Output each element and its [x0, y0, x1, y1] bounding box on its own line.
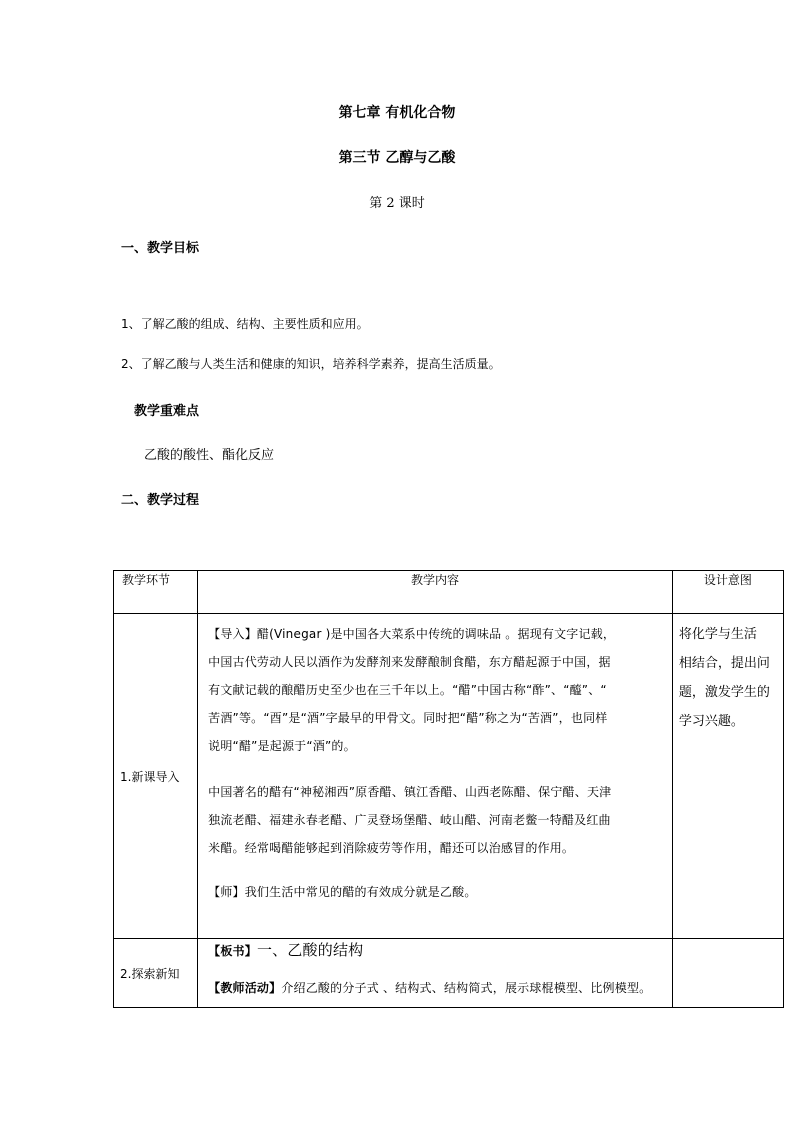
intro-line: 说明“醋”是起源于“酒”的。: [208, 739, 356, 753]
key-points-text: 乙酸的酸性、酯化反应: [144, 448, 275, 463]
activity-line: [198, 976, 672, 1000]
design-line: 将化学与生活: [678, 627, 757, 642]
objective-item: 2、了解乙酸与人类生活和健康的知识，培养科学素养，提高生活质量。: [121, 357, 501, 371]
content-cell: [198, 614, 673, 939]
intro-line: 苦酒”等。“酉”是“酒”字最早的甲骨文。同时把“醋”称之为“苦酒”，也同样: [208, 711, 608, 725]
table-row: [114, 614, 784, 939]
design-line: 相结合，提出问: [678, 656, 770, 671]
lesson-table: [113, 570, 784, 1008]
key-points-heading: 教学重难点: [134, 404, 200, 419]
teacher-line: 【师】我们生活中常见的醋的有效成分就是乙酸。: [208, 885, 477, 899]
intro-line: 中国古代劳动人民以酒作为发酵剂来发酵酿制食醋，东方醋起源于中国，据: [208, 655, 611, 669]
board-tag: 【板书】: [208, 944, 257, 958]
design-cell: [672, 614, 783, 939]
table-row: [114, 939, 784, 1008]
section-title: 第三节 乙醇与乙酸: [338, 150, 456, 166]
lesson-number: 第 2 课时: [369, 196, 425, 211]
intro-line: 【导入】醋(Vinegar )是中国各大菜系中传统的调味品 。据现有文字记载，: [208, 627, 616, 641]
design-line: 题，激发学生的: [678, 685, 770, 700]
stage-cell: 2.探索新知: [114, 939, 198, 1008]
design-line: 学习兴趣。: [678, 714, 744, 729]
design-cell: [672, 939, 783, 1008]
chapter-title: 第七章 有机化合物: [338, 105, 456, 121]
header-stage: 教学环节: [114, 571, 198, 614]
content-cell: [198, 939, 673, 1008]
stage-cell: 1.新课导入: [114, 614, 198, 939]
objective-item: 1、了解乙酸的组成、结构、主要性质和应用。: [121, 317, 369, 331]
activity-tag: 【教师活动】: [208, 981, 282, 995]
header-content: 教学内容: [198, 571, 673, 614]
activity-text: 介绍乙酸的分子式 、结构式、结构简式，展示球棍模型、比例模型。: [281, 981, 652, 995]
intro-line: 有文献记载的酿醋历史至少也在三千年以上。“醋”中国古称“酢”、“醯”、“: [208, 683, 607, 697]
board-text: 一、乙酸的结构: [256, 941, 364, 959]
process-heading: 二、教学过程: [121, 493, 200, 508]
vinegar-line: 中国著名的醋有“神秘湘西”原香醋、镇江香醋、山西老陈醋、保宁醋、天津: [208, 785, 612, 799]
table-header-row: [114, 571, 784, 614]
objectives-heading: 一、教学目标: [121, 241, 200, 256]
vinegar-line: 独流老醋、福建永春老醋、广灵登场堡醋、岐山醋、河南老鳖一特醋及红曲: [208, 813, 611, 827]
header-design: 设计意图: [672, 571, 783, 614]
board-line: [198, 939, 672, 962]
vinegar-line: 米醋。经常喝醋能够起到消除疲劳等作用，醋还可以治感冒的作用。: [208, 841, 575, 855]
